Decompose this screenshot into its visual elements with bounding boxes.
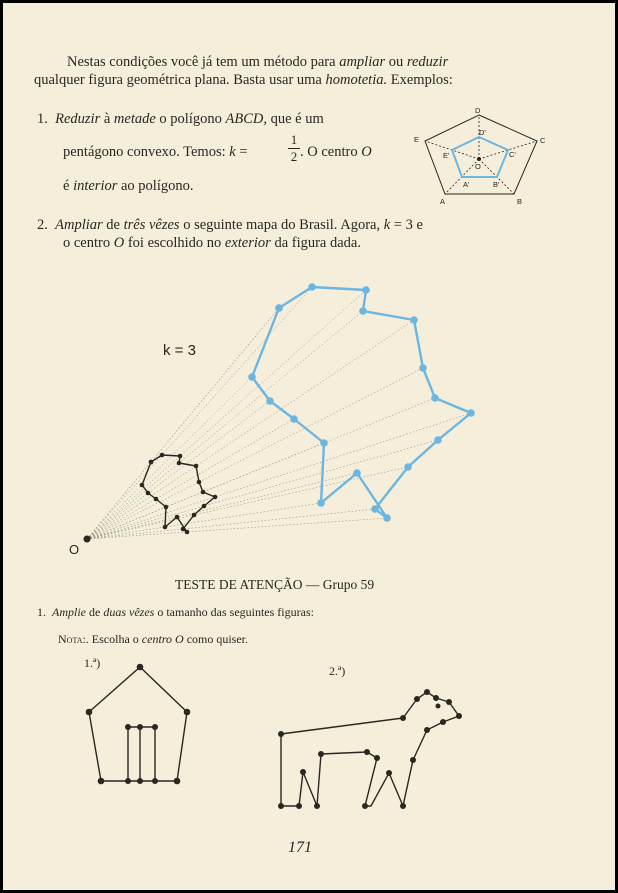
original-vertex bbox=[185, 530, 190, 535]
enlarged-vertex bbox=[404, 463, 412, 471]
page-number: 171 bbox=[288, 839, 312, 856]
enlarged-vertex bbox=[359, 307, 367, 315]
item-1-line-3: é interior ao polígono. bbox=[63, 178, 194, 194]
enlarged-vertex bbox=[353, 469, 361, 477]
label-c: C bbox=[540, 136, 546, 145]
brazil-map-figure bbox=[3, 273, 615, 573]
original-vertex bbox=[202, 504, 207, 509]
label-a-prime: A' bbox=[463, 180, 470, 189]
enlarged-vertex bbox=[419, 364, 427, 372]
ray bbox=[87, 509, 375, 539]
enlarged-vertex bbox=[371, 505, 379, 513]
dog-figure bbox=[273, 678, 473, 813]
intro-line-2: qualquer figura geométrica plana. Basta usar uma homotetia. Exemplos: bbox=[34, 72, 453, 88]
enlarged-vertex bbox=[275, 304, 283, 312]
label-b: B bbox=[517, 197, 523, 206]
ray bbox=[87, 443, 324, 539]
original-vertex bbox=[149, 460, 154, 465]
intro-line-1: Nestas condições você já tem um método para ampliar ou reduzir bbox=[67, 54, 449, 70]
original-vertex bbox=[181, 527, 186, 532]
question-1: 1. Amplie de duas vêzes o tamanho das seguintes figuras: bbox=[37, 605, 314, 619]
k-label: k = 3 bbox=[163, 342, 196, 359]
ray bbox=[87, 368, 423, 539]
enlarged-vertex bbox=[290, 415, 298, 423]
pentagon-abcde bbox=[425, 115, 537, 194]
label-e: E bbox=[414, 135, 420, 144]
fraction: $\frac{1}{2}$ bbox=[288, 132, 300, 165]
original-vertex bbox=[213, 495, 218, 500]
original-vertex bbox=[146, 491, 151, 496]
item-1-line-1: 1. Reduzir à metade o polígono ABCD, que é um bbox=[37, 111, 324, 127]
enlarged-vertex bbox=[248, 373, 256, 381]
enlarged-vertex bbox=[431, 394, 439, 402]
label-b-prime: B' bbox=[493, 180, 500, 189]
figure-2-label: 2.ª) bbox=[329, 664, 346, 678]
label-o: O bbox=[475, 162, 481, 171]
original-vertex bbox=[154, 497, 159, 502]
enlarged-vertex bbox=[362, 286, 370, 294]
original-vertex bbox=[178, 454, 183, 459]
original-vertex bbox=[163, 525, 168, 530]
enlarged-vertex bbox=[317, 499, 325, 507]
pentagon-reduced bbox=[452, 137, 508, 177]
ray bbox=[87, 287, 312, 539]
original-vertex bbox=[175, 515, 180, 520]
enlarged-vertex bbox=[266, 397, 274, 405]
ray bbox=[87, 440, 438, 539]
original-vertex bbox=[177, 461, 182, 466]
ray bbox=[87, 320, 414, 539]
ray bbox=[87, 419, 294, 539]
label-c-prime: C' bbox=[509, 150, 516, 159]
ray bbox=[87, 377, 252, 539]
enlarged-map-vertices bbox=[248, 283, 475, 522]
item-1-line-2: pentágono convexo. Temos: k = bbox=[63, 144, 248, 160]
ray bbox=[87, 413, 471, 539]
original-vertex bbox=[140, 483, 145, 488]
projection-rays bbox=[87, 287, 471, 539]
enlarged-vertex bbox=[320, 439, 328, 447]
original-vertex bbox=[164, 505, 169, 510]
label-d-prime: D' bbox=[479, 128, 486, 137]
enlarged-vertex bbox=[434, 436, 442, 444]
original-vertex bbox=[201, 490, 206, 495]
original-vertex bbox=[194, 464, 199, 469]
item-1-line-2b: . O centro O bbox=[300, 144, 372, 160]
enlarged-map bbox=[252, 287, 471, 518]
original-vertex bbox=[197, 480, 202, 485]
pentagon-figure bbox=[403, 101, 553, 207]
center-point bbox=[84, 536, 91, 543]
enlarged-vertex bbox=[467, 409, 475, 417]
ray bbox=[87, 518, 387, 539]
ray bbox=[87, 473, 357, 539]
label-d: D bbox=[475, 106, 481, 115]
item-2-line-2: o centro O foi escolhido no exterior da figura dada. bbox=[63, 235, 361, 251]
teste-title: TESTE DE ATENÇÃO — Grupo 59 bbox=[175, 577, 375, 592]
enlarged-vertex bbox=[410, 316, 418, 324]
label-e-prime: E' bbox=[443, 151, 450, 160]
original-vertex bbox=[192, 513, 197, 518]
nota: Nota:. Escolha o centro O como quiser. bbox=[58, 632, 249, 646]
enlarged-vertex bbox=[308, 283, 316, 291]
item-2-line-1: 2. Ampliar de três vêzes o seguinte mapa do Brasil. Agora, k = 3 e bbox=[37, 217, 423, 233]
dog-eye bbox=[436, 704, 441, 709]
enlarged-vertex bbox=[383, 514, 391, 522]
label-a: A bbox=[440, 197, 446, 206]
house-figure bbox=[83, 658, 203, 798]
figure-1-label: 1.ª) bbox=[84, 656, 101, 670]
book-page bbox=[3, 3, 615, 890]
center-label: O bbox=[69, 542, 80, 557]
original-vertex bbox=[160, 453, 165, 458]
